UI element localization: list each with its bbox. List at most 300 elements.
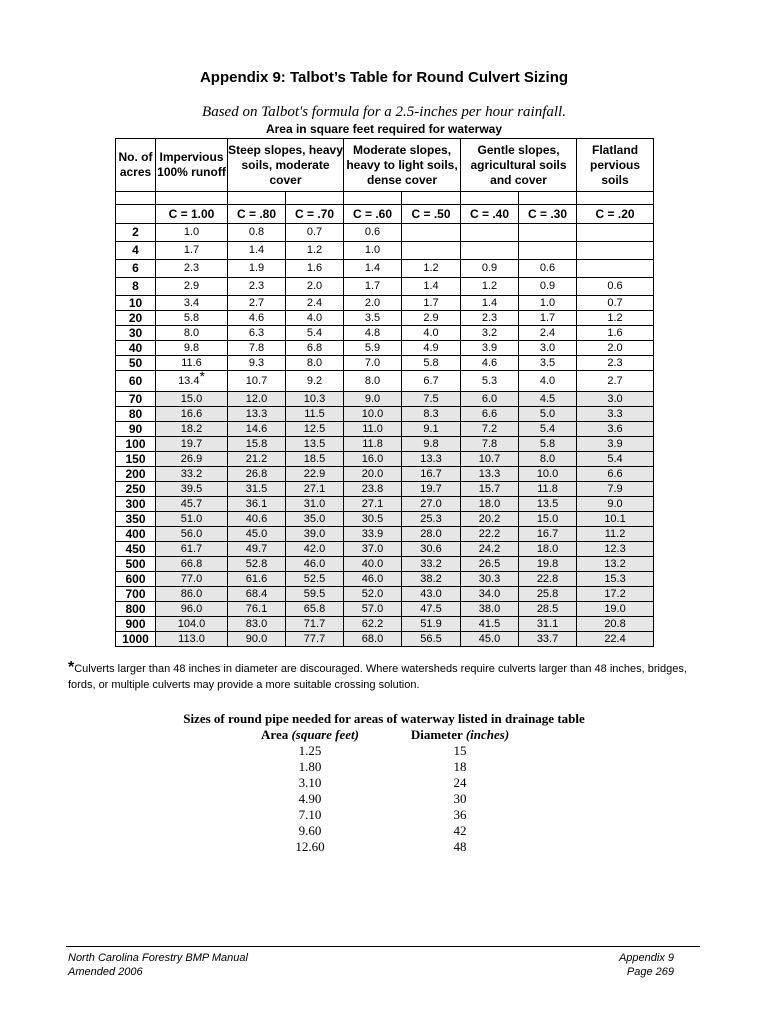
pipe-row	[230, 839, 530, 855]
area-cell: 1.0	[519, 296, 577, 311]
table-row	[116, 572, 654, 587]
area-cell: 33.9	[344, 527, 402, 542]
area-cell: 31.1	[519, 617, 577, 632]
area-cell: 39.0	[286, 527, 344, 542]
area-cell: 5.8	[156, 311, 228, 326]
area-cell: 19.8	[519, 557, 577, 572]
diameter-header: Diameter (inches)	[410, 727, 510, 742]
area-cell: 51.9	[402, 617, 461, 632]
area-cell: 49.7	[228, 542, 286, 557]
area-cell: 28.0	[402, 527, 461, 542]
area-cell: 71.7	[286, 617, 344, 632]
footer-manual: North Carolina Forestry BMP Manual	[68, 952, 248, 964]
area-cell: 13.5	[286, 437, 344, 452]
pipe-area: 3.10	[298, 775, 322, 790]
pipe-diameter: 30	[453, 791, 467, 806]
area-cell: 7.5	[402, 392, 461, 407]
area-cell: 37.0	[344, 542, 402, 557]
area-cell: 2.3	[156, 260, 228, 278]
pipe-area: 7.10	[298, 807, 322, 822]
area-cell: 10.3	[286, 392, 344, 407]
subtitle: Based on Talbot's formula for a 2.5-inches per hour rainfall.	[202, 104, 566, 120]
area-cell: 4.0	[519, 371, 577, 392]
area-cell: 6.7	[402, 371, 461, 392]
area-cell	[402, 242, 461, 260]
area-cell: 1.4	[228, 242, 286, 260]
area-cell: 5.3	[461, 371, 519, 392]
area-cell: 113.0	[156, 632, 228, 647]
pipe-row	[230, 791, 530, 807]
acres-cell: 50	[116, 356, 156, 371]
table-row	[116, 602, 654, 617]
area-cell: 16.6	[156, 407, 228, 422]
area-cell: 56.0	[156, 527, 228, 542]
table-row	[116, 632, 654, 647]
table-row	[116, 356, 654, 371]
area-cell: 20.8	[577, 617, 654, 632]
area-cell: 46.0	[286, 557, 344, 572]
area-cell: 45.7	[156, 497, 228, 512]
area-cell: 52.5	[286, 572, 344, 587]
coef-header: C = .30	[519, 205, 577, 224]
area-cell: 15.0	[519, 512, 577, 527]
area-cell: 18.5	[286, 452, 344, 467]
area-cell: 1.4	[461, 296, 519, 311]
table-row	[116, 452, 654, 467]
coef-header: C = .60	[344, 205, 402, 224]
area-cell	[402, 224, 461, 242]
area-cell: 1.4	[344, 260, 402, 278]
area-cell: 3.0	[577, 392, 654, 407]
table-row	[116, 617, 654, 632]
area-cell: 2.7	[577, 371, 654, 392]
table-row	[116, 512, 654, 527]
area-cell: 2.9	[156, 278, 228, 296]
area-cell: 2.7	[228, 296, 286, 311]
area-cell: 0.9	[461, 260, 519, 278]
area-cell: 13.2	[577, 557, 654, 572]
area-cell: 13.3	[228, 407, 286, 422]
area-cell: 7.0	[344, 356, 402, 371]
pipe-row	[230, 759, 530, 775]
area-cell: 59.5	[286, 587, 344, 602]
area-cell: 38.0	[461, 602, 519, 617]
area-cell: 2.3	[577, 356, 654, 371]
acres-cell: 200	[116, 467, 156, 482]
area-cell: 61.7	[156, 542, 228, 557]
area-cell: 33.2	[402, 557, 461, 572]
area-cell: 40.6	[228, 512, 286, 527]
area-cell: 1.2	[577, 311, 654, 326]
table-row	[116, 392, 654, 407]
area-cell: 8.0	[344, 371, 402, 392]
area-cell: 18.0	[519, 542, 577, 557]
area-cell: 25.3	[402, 512, 461, 527]
area-cell: 15.7	[461, 482, 519, 497]
area-cell: 12.5	[286, 422, 344, 437]
area-cell: 2.4	[286, 296, 344, 311]
area-cell: 3.4	[156, 296, 228, 311]
area-cell: 76.1	[228, 602, 286, 617]
area-cell: 1.2	[461, 278, 519, 296]
acres-cell: 8	[116, 278, 156, 296]
area-cell: 2.0	[344, 296, 402, 311]
area-cell: 42.0	[286, 542, 344, 557]
area-cell: 5.8	[402, 356, 461, 371]
footer-right	[619, 951, 674, 979]
area-cell: 0.6	[519, 260, 577, 278]
area-cell: 24.2	[461, 542, 519, 557]
area-cell: 3.2	[461, 326, 519, 341]
area-cell: 11.0	[344, 422, 402, 437]
area-cell: 1.4	[402, 278, 461, 296]
area-cell: 8.0	[156, 326, 228, 341]
area-cell: 5.8	[519, 437, 577, 452]
acres-cell: 500	[116, 557, 156, 572]
area-cell: 6.0	[461, 392, 519, 407]
acres-cell: 80	[116, 407, 156, 422]
area-cell: 3.5	[519, 356, 577, 371]
area-cell: 5.4	[519, 422, 577, 437]
area-cell: 13.3	[461, 467, 519, 482]
area-cell: 46.0	[344, 572, 402, 587]
area-cell: 7.8	[228, 341, 286, 356]
area-cell: 31.5	[228, 482, 286, 497]
area-cell: 26.5	[461, 557, 519, 572]
area-cell: 6.8	[286, 341, 344, 356]
coef-blank	[116, 205, 156, 224]
area-cell: 77.0	[156, 572, 228, 587]
area-cell: 19.0	[577, 602, 654, 617]
acres-cell: 250	[116, 482, 156, 497]
area-cell: 1.2	[286, 242, 344, 260]
area-cell: 1.0	[156, 224, 228, 242]
acres-cell: 400	[116, 527, 156, 542]
area-cell: 19.7	[402, 482, 461, 497]
area-cell: 15.8	[228, 437, 286, 452]
footer-divider	[66, 946, 700, 947]
acres-cell: 2	[116, 224, 156, 242]
area-cell	[577, 224, 654, 242]
footer-appendix: Appendix 9	[618, 952, 674, 964]
area-cell: 2.4	[519, 326, 577, 341]
area-cell: 6.6	[461, 407, 519, 422]
pipe-diameter: 36	[453, 807, 467, 822]
area-cell: 68.0	[344, 632, 402, 647]
area-cell: 90.0	[228, 632, 286, 647]
coef-header: C = 1.00	[156, 205, 228, 224]
area-cell: 10.0	[519, 467, 577, 482]
area-cell: 27.0	[402, 497, 461, 512]
table-row	[116, 587, 654, 602]
footnote	[68, 660, 708, 693]
area-cell: 3.3	[577, 407, 654, 422]
area-cell	[461, 224, 519, 242]
acres-cell: 60	[116, 371, 156, 392]
area-cell: 17.2	[577, 587, 654, 602]
area-cell: 0.8	[228, 224, 286, 242]
area-cell: 31.0	[286, 497, 344, 512]
area-cell: 9.8	[156, 341, 228, 356]
area-cell: 8.0	[286, 356, 344, 371]
header-moderate: Moderate slopes, heavy to light soils, dense cover	[344, 139, 461, 192]
pipe-table-header	[230, 727, 530, 743]
area-cell: 1.7	[156, 242, 228, 260]
area-cell: 3.9	[577, 437, 654, 452]
area-cell: 12.0	[228, 392, 286, 407]
area-cell: 68.4	[228, 587, 286, 602]
area-cell: 33.2	[156, 467, 228, 482]
area-cell: 5.4	[286, 326, 344, 341]
acres-cell: 40	[116, 341, 156, 356]
acres-cell: 4	[116, 242, 156, 260]
area-cell: 8.3	[402, 407, 461, 422]
area-cell: 26.8	[228, 467, 286, 482]
area-cell: 9.8	[402, 437, 461, 452]
page-title: Appendix 9: Talbot’s Table for Round Culvert Sizing	[199, 69, 569, 86]
acres-cell: 20	[116, 311, 156, 326]
area-cell: 11.8	[344, 437, 402, 452]
area-cell: 9.3	[228, 356, 286, 371]
footnote-marker: *	[68, 659, 75, 676]
area-cell: 38.2	[402, 572, 461, 587]
area-cell: 1.7	[344, 278, 402, 296]
table-row	[116, 278, 654, 296]
area-cell: 15.3	[577, 572, 654, 587]
pipe-diameter: 18	[453, 759, 467, 774]
area-cell: 0.9	[519, 278, 577, 296]
area-cell: 35.0	[286, 512, 344, 527]
area-cell: 12.3	[577, 542, 654, 557]
acres-cell: 1000	[116, 632, 156, 647]
area-cell: 96.0	[156, 602, 228, 617]
area-cell: 33.7	[519, 632, 577, 647]
area-cell: 22.9	[286, 467, 344, 482]
area-cell: 0.7	[577, 296, 654, 311]
acres-cell: 800	[116, 602, 156, 617]
area-cell: 1.0	[344, 242, 402, 260]
header-impervious: Impervious 100% runoff	[156, 139, 228, 192]
area-cell: 52.8	[228, 557, 286, 572]
acres-cell: 90	[116, 422, 156, 437]
area-cell: 6.3	[228, 326, 286, 341]
area-cell	[519, 224, 577, 242]
area-cell: 16.7	[402, 467, 461, 482]
table-row	[116, 407, 654, 422]
header-gentle: Gentle slopes, agricultural soils and cover	[461, 139, 577, 192]
area-cell: 16.7	[519, 527, 577, 542]
area-cell: 0.6	[344, 224, 402, 242]
area-cell: 11.8	[519, 482, 577, 497]
area-cell: 62.2	[344, 617, 402, 632]
area-cell: 11.5	[286, 407, 344, 422]
coef-header: C = .70	[286, 205, 344, 224]
area-cell: 2.3	[461, 311, 519, 326]
area-cell: 5.9	[344, 341, 402, 356]
area-cell: 51.0	[156, 512, 228, 527]
area-cell: 22.4	[577, 632, 654, 647]
area-cell: 5.0	[519, 407, 577, 422]
area-cell: 27.1	[344, 497, 402, 512]
area-cell: 11.6	[156, 356, 228, 371]
area-cell: 1.7	[402, 296, 461, 311]
area-cell: 18.0	[461, 497, 519, 512]
area-cell: 9.0	[577, 497, 654, 512]
area-cell: 8.0	[519, 452, 577, 467]
pipe-area: 1.25	[298, 743, 322, 758]
area-cell: 9.1	[402, 422, 461, 437]
area-cell: 10.7	[461, 452, 519, 467]
area-cell: 3.9	[461, 341, 519, 356]
area-cell: 7.8	[461, 437, 519, 452]
area-cell: 77.7	[286, 632, 344, 647]
header-acres: No. of acres	[116, 139, 156, 192]
area-cell: 3.6	[577, 422, 654, 437]
area-cell: 3.0	[519, 341, 577, 356]
area-cell: 9.2	[286, 371, 344, 392]
table-row	[116, 260, 654, 278]
table-row	[116, 422, 654, 437]
area-cell: 52.0	[344, 587, 402, 602]
area-cell: 13.4*	[156, 371, 228, 392]
area-cell: 22.8	[519, 572, 577, 587]
asterisk-marker: *	[199, 370, 205, 384]
area-cell	[461, 242, 519, 260]
header-flatland: Flatland pervious soils	[577, 139, 654, 192]
pipe-diameter: 15	[453, 743, 467, 758]
area-cell: 27.1	[286, 482, 344, 497]
coef-header: C = .80	[228, 205, 286, 224]
area-cell: 10.7	[228, 371, 286, 392]
area-cell: 1.7	[519, 311, 577, 326]
area-cell: 18.2	[156, 422, 228, 437]
area-cell: 4.8	[344, 326, 402, 341]
area-cell: 104.0	[156, 617, 228, 632]
area-cell: 15.0	[156, 392, 228, 407]
area-cell: 23.8	[344, 482, 402, 497]
area-cell: 13.5	[519, 497, 577, 512]
pipe-row	[230, 743, 530, 759]
acres-cell: 600	[116, 572, 156, 587]
area-cell: 10.0	[344, 407, 402, 422]
area-cell: 30.5	[344, 512, 402, 527]
area-cell: 22.2	[461, 527, 519, 542]
area-cell: 34.0	[461, 587, 519, 602]
pipe-table-title: Sizes of round pipe needed for areas of waterway listed in drainage table	[183, 711, 585, 726]
table-row	[116, 341, 654, 356]
table-row	[116, 224, 654, 242]
area-cell: 6.6	[577, 467, 654, 482]
area-cell: 0.6	[577, 278, 654, 296]
area-cell: 45.0	[461, 632, 519, 647]
area-cell: 30.6	[402, 542, 461, 557]
area-cell: 11.2	[577, 527, 654, 542]
area-cell: 20.2	[461, 512, 519, 527]
area-cell: 4.0	[286, 311, 344, 326]
area-cell	[577, 242, 654, 260]
area-cell: 2.0	[286, 278, 344, 296]
area-cell: 4.9	[402, 341, 461, 356]
table-row	[116, 326, 654, 341]
table-row	[116, 542, 654, 557]
area-cell: 56.5	[402, 632, 461, 647]
pipe-area: 1.80	[298, 759, 322, 774]
acres-cell: 300	[116, 497, 156, 512]
table-row	[116, 557, 654, 572]
area-cell: 7.2	[461, 422, 519, 437]
area-cell: 20.0	[344, 467, 402, 482]
area-cell: 0.7	[286, 224, 344, 242]
pipe-row	[230, 775, 530, 791]
area-cell: 30.3	[461, 572, 519, 587]
area-cell: 21.2	[228, 452, 286, 467]
area-cell: 1.9	[228, 260, 286, 278]
table-row	[116, 371, 654, 392]
pipe-diameter: 42	[453, 823, 467, 838]
area-cell: 61.6	[228, 572, 286, 587]
area-header: Area (square feet)	[261, 727, 359, 742]
area-cell: 2.9	[402, 311, 461, 326]
area-cell: 45.0	[228, 527, 286, 542]
acres-cell: 10	[116, 296, 156, 311]
area-cell: 2.0	[577, 341, 654, 356]
area-cell: 4.0	[402, 326, 461, 341]
table-row	[116, 242, 654, 260]
area-cell: 66.8	[156, 557, 228, 572]
acres-cell: 150	[116, 452, 156, 467]
area-cell: 86.0	[156, 587, 228, 602]
area-cell: 7.9	[577, 482, 654, 497]
acres-cell: 70	[116, 392, 156, 407]
table-row	[116, 467, 654, 482]
pipe-area: 9.60	[298, 823, 322, 838]
area-cell: 1.6	[286, 260, 344, 278]
acres-cell: 450	[116, 542, 156, 557]
area-cell: 10.1	[577, 512, 654, 527]
acres-cell: 900	[116, 617, 156, 632]
pipe-diameter: 48	[453, 839, 467, 854]
area-cell: 41.5	[461, 617, 519, 632]
area-cell: 47.5	[402, 602, 461, 617]
culvert-table	[115, 138, 654, 647]
area-cell: 4.5	[519, 392, 577, 407]
footer-left	[68, 951, 248, 979]
area-cell	[577, 260, 654, 278]
pipe-area: 4.90	[298, 791, 322, 806]
area-cell: 2.3	[228, 278, 286, 296]
area-cell: 39.5	[156, 482, 228, 497]
area-cell: 43.0	[402, 587, 461, 602]
acres-cell: 100	[116, 437, 156, 452]
area-cell: 5.4	[577, 452, 654, 467]
area-cell: 65.8	[286, 602, 344, 617]
area-cell: 4.6	[461, 356, 519, 371]
area-cell: 9.0	[344, 392, 402, 407]
acres-cell: 350	[116, 512, 156, 527]
coef-header: C = .20	[577, 205, 654, 224]
acres-cell: 6	[116, 260, 156, 278]
area-cell: 25.8	[519, 587, 577, 602]
waterway-label: Area in square feet required for waterway	[265, 122, 503, 136]
area-cell: 26.9	[156, 452, 228, 467]
footer-amended: Amended 2006	[68, 966, 143, 978]
area-cell	[519, 242, 577, 260]
area-cell: 57.0	[344, 602, 402, 617]
coef-header: C = .40	[461, 205, 519, 224]
table-row	[116, 527, 654, 542]
area-cell: 40.0	[344, 557, 402, 572]
table-row	[116, 497, 654, 512]
